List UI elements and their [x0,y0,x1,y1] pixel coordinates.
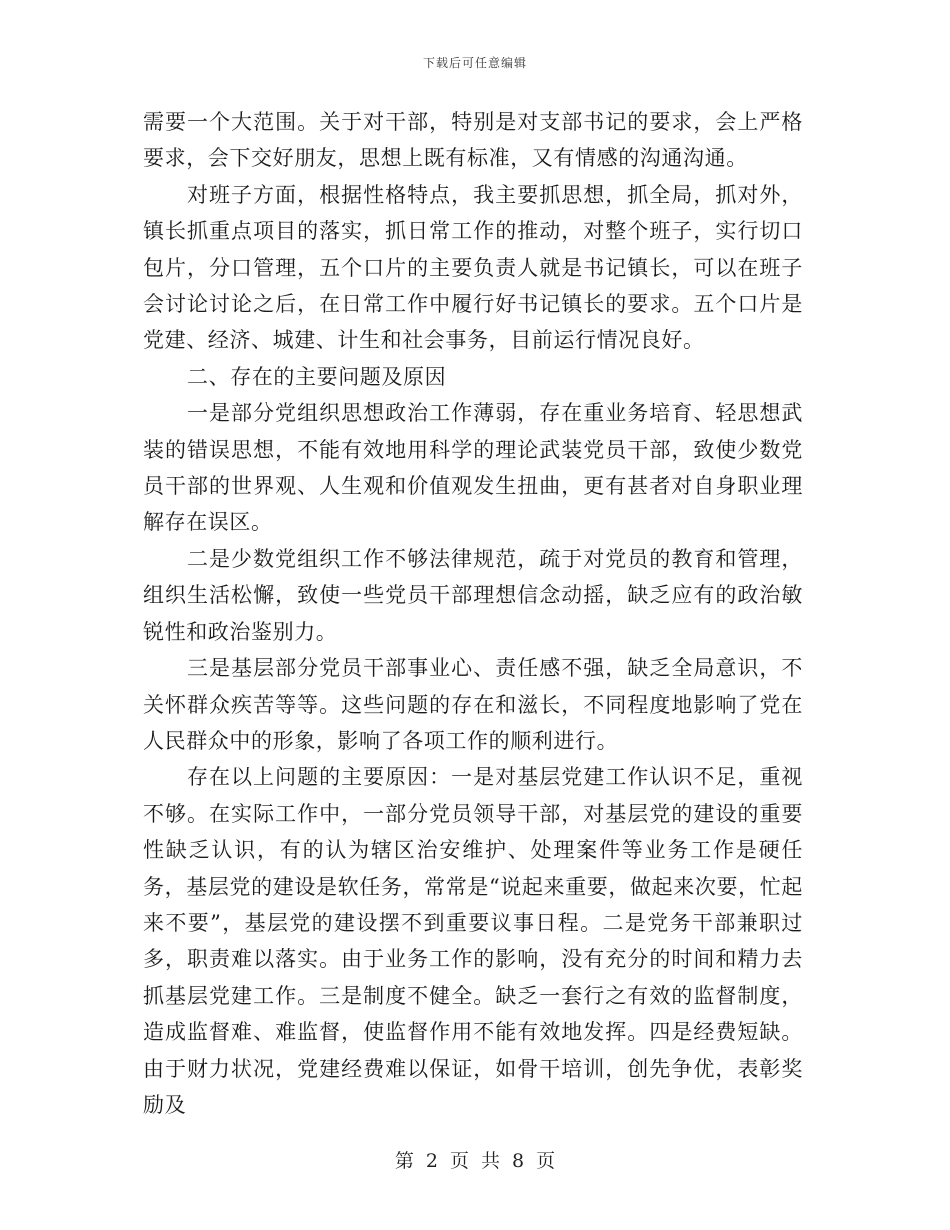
paragraph-7: 存在以上问题的主要原因：一是对基层党建工作认识不足，重视不够。在实际工作中，一部分党员领导干部，对基层党的建设的重要性缺乏认识，有的认为辖区治安维护、处理案件等业务工作是硬任务，基层党的建设是软任务，常常是“说起来重要，做起来次要，忙起来不要”，基层党的建设摆不到重要议事日程。二是党务干部兼职过多，职责难以落实。由于业务工作的影响，没有充分的时间和精力去抓基层党建工作。三是制度不健全。缺乏一套行之有效的监督制度，造成监督难、难监督，使监督作用不能有效地发挥。四是经费短缺。由于财力状况，党建经费难以保证，如骨干培训，创先争优，表彰奖励及 [143,765,803,1117]
paragraph-2: 对班子方面，根据性格特点，我主要抓思想，抓全局，抓对外，镇长抓重点项目的落实，抓日常工作的推动，对整个班子，实行切口包片，分口管理，五个口片的主要负责人就是书记镇长，可以在班子会讨论讨论之后，在日常工作中履行好书记镇长的要求。五个口片是党建、经济、城建、计生和社会事务，目前运行情况良好。 [143,182,803,353]
page-number-footer: 第 2 页 共 8 页 [394,1150,556,1172]
paragraph-1: 需要一个大范围。关于对干部，特别是对支部书记的要求，会上严格要求，会下交好朋友，思想上既有标准，又有情感的沟通沟通。 [143,110,803,171]
paragraph-6: 三是基层部分党员干部事业心、责任感不强，缺乏全局意识，不关怀群众疾苦等等。这些问题的存在和滋长，不同程度地影响了党在人民群众中的形象，影响了各项工作的顺利进行。 [143,656,803,753]
paragraph-5: 二是少数党组织工作不够法律规范，疏于对党员的教育和管理，组织生活松懈，致使一些党员干部理想信念动摇，缺乏应有的政治敏锐性和政治鉴别力。 [143,546,803,644]
page-header: 下载后可任意编辑 [422,56,527,70]
paragraph-4: 一是部分党组织思想政治工作薄弱，存在重业务培育、轻思想武装的错误思想，不能有效地用科学的理论武装党员干部，致使少数党员干部的世界观、人生观和价值观发生扭曲，更有甚者对自身职业理解存在误区。 [143,401,803,535]
document-body [143,104,803,1123]
section-heading: 二、存在的主要问题及原因 [187,364,447,389]
